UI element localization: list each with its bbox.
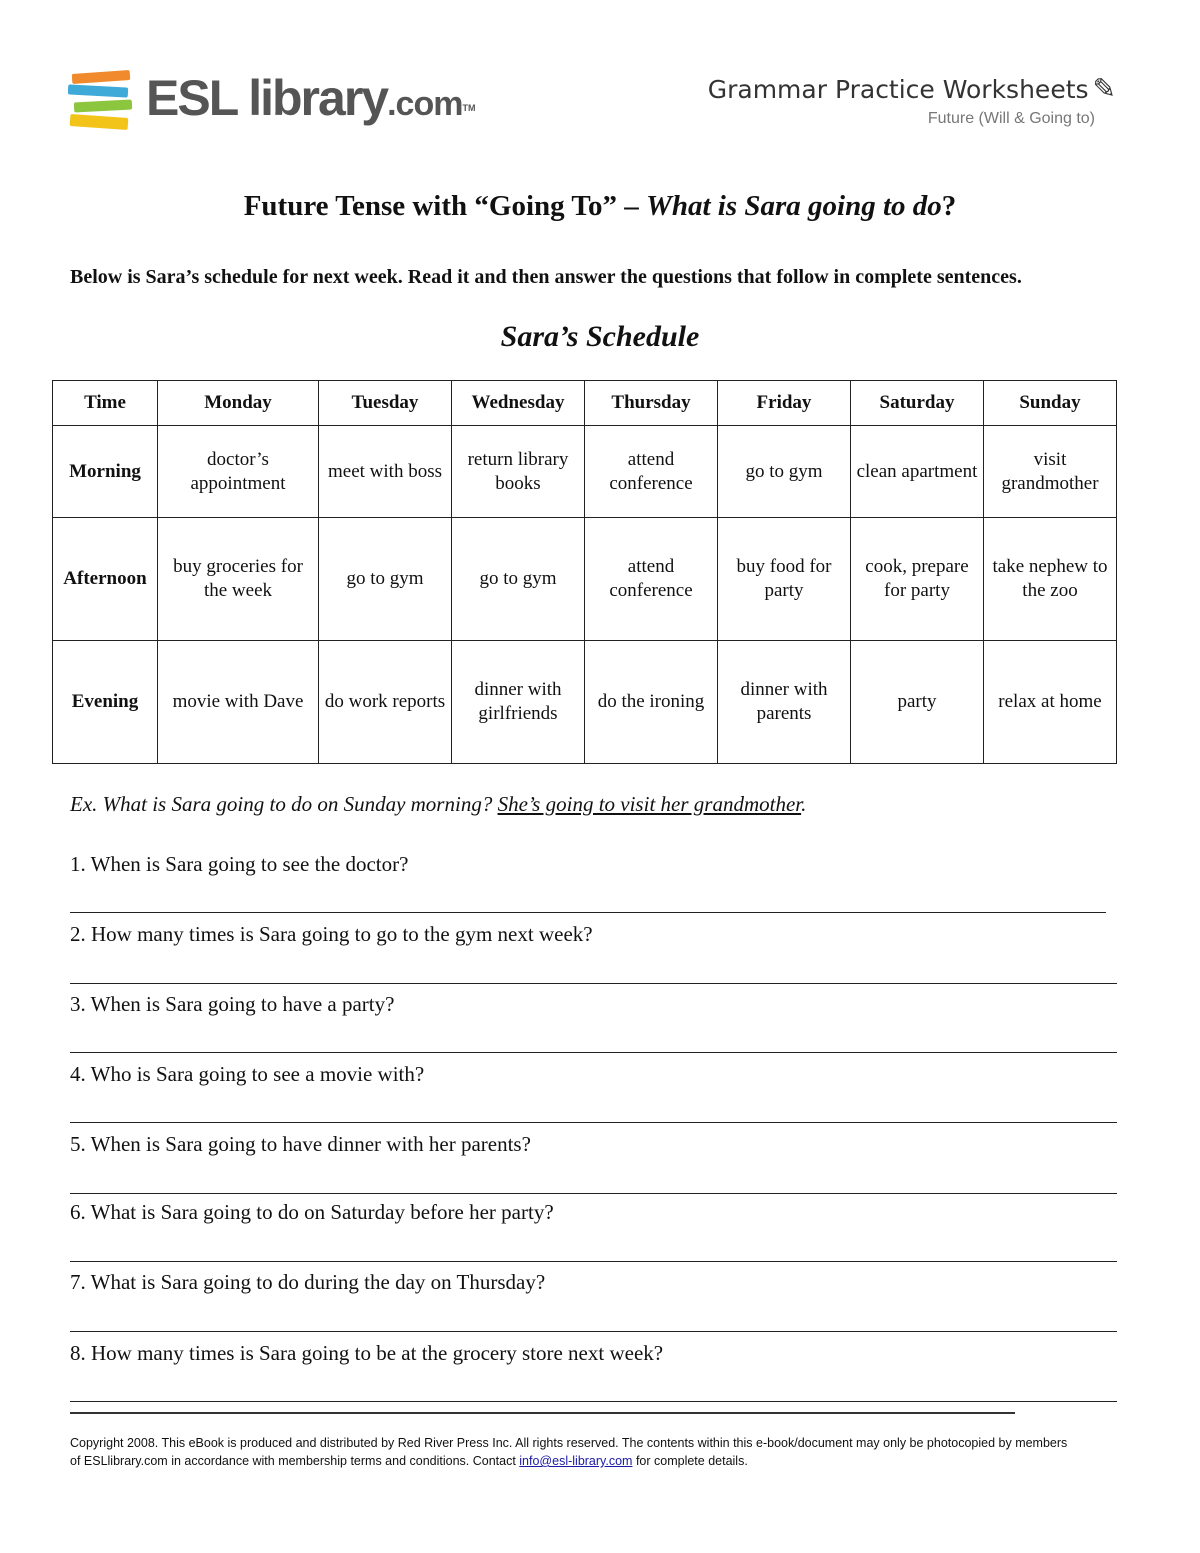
example-question: Ex. What is Sara going to do on Sunday morning? She’s going to visit her grandmother.	[70, 792, 807, 816]
column-header: Sunday	[984, 381, 1117, 426]
column-header: Thursday	[585, 381, 718, 426]
column-header: Monday	[158, 381, 319, 426]
series-title: Grammar Practice Worksheets ✎	[707, 72, 1116, 105]
table-cell: party	[851, 641, 984, 764]
table-row	[53, 426, 1117, 518]
table-cell: return library books	[452, 426, 585, 518]
table-cell: attend conference	[585, 426, 718, 518]
logo-wordmark: ESL library.com™	[146, 70, 476, 126]
column-header: Wednesday	[452, 381, 585, 426]
question-7: 7. What is Sara going to do during the day on Thursday?	[70, 1270, 546, 1294]
answer-line-2[interactable]	[70, 983, 1117, 984]
row-header: Afternoon	[53, 518, 158, 641]
table-cell: take nephew to the zoo	[984, 518, 1117, 641]
question-2: 2. How many times is Sara going to go to the gym next week?	[70, 922, 593, 946]
table-cell: go to gym	[718, 426, 851, 518]
column-header: Friday	[718, 381, 851, 426]
table-cell: cook, prepare for party	[851, 518, 984, 641]
footer-divider	[70, 1412, 1015, 1414]
copyright-notice: Copyright 2008. This eBook is produced and distributed by Red River Press Inc. All rights reserved. The contents within this e-book/document may only be photocopied by members of ESLlibrary.com in accordance with membership terms and conditions. Contact info@esl-library.com for complete details.	[70, 1436, 1068, 1468]
table-cell: relax at home	[984, 641, 1117, 764]
answer-line-3[interactable]	[70, 1052, 1117, 1053]
question-1: 1. When is Sara going to see the doctor?	[70, 852, 409, 876]
example-answer: She’s going to visit her grandmother	[497, 792, 802, 816]
answer-line-6[interactable]	[70, 1261, 1117, 1262]
answer-line-5[interactable]	[70, 1193, 1117, 1194]
table-cell: movie with Dave	[158, 641, 319, 764]
table-cell: do work reports	[319, 641, 452, 764]
table-cell: dinner with parents	[718, 641, 851, 764]
answer-line-7[interactable]	[70, 1331, 1117, 1332]
table-cell: attend conference	[585, 518, 718, 641]
table-header-row	[53, 381, 1117, 426]
book-stack-icon	[68, 70, 134, 136]
row-header: Morning	[53, 426, 158, 518]
column-header: Tuesday	[319, 381, 452, 426]
worksheet-title: Future Tense with “Going To” – What is Sara going to do?	[243, 190, 957, 222]
column-header: Time	[53, 381, 158, 426]
instructions: Below is Sara’s schedule for next week. Read it and then answer the questions that follow in complete sentences.	[70, 266, 1022, 288]
table-cell: clean apartment	[851, 426, 984, 518]
question-6: 6. What is Sara going to do on Saturday before her party?	[70, 1200, 554, 1224]
table-cell: meet with boss	[319, 426, 452, 518]
pencil-icon: ✎	[1092, 72, 1116, 105]
series-subtitle: Future (Will & Going to)	[927, 110, 1095, 127]
worksheet-series-header	[708, 72, 1116, 105]
table-row	[53, 518, 1117, 641]
answer-line-4[interactable]	[70, 1122, 1117, 1123]
table-cell: go to gym	[452, 518, 585, 641]
schedule-table	[52, 380, 1117, 764]
question-4: 4. Who is Sara going to see a movie with?	[70, 1062, 425, 1086]
table-cell: visit grandmother	[984, 426, 1117, 518]
column-header: Saturday	[851, 381, 984, 426]
table-cell: doctor’s appointment	[158, 426, 319, 518]
contact-email-link[interactable]: info@esl-library.com	[519, 1454, 633, 1468]
answer-line-1[interactable]	[70, 912, 1106, 913]
question-5: 5. When is Sara going to have dinner with her parents?	[70, 1132, 531, 1156]
table-cell: dinner with girlfriends	[452, 641, 585, 764]
question-3: 3. When is Sara going to have a party?	[70, 992, 395, 1016]
table-cell: buy groceries for the week	[158, 518, 319, 641]
table-cell: go to gym	[319, 518, 452, 641]
answer-line-8[interactable]	[70, 1401, 1117, 1402]
table-cell: buy food for party	[718, 518, 851, 641]
esl-library-logo	[68, 66, 476, 138]
question-8: 8. How many times is Sara going to be at the grocery store next week?	[70, 1341, 664, 1365]
schedule-title: Sara’s Schedule	[500, 320, 700, 353]
row-header: Evening	[53, 641, 158, 764]
table-row	[53, 641, 1117, 764]
table-cell: do the ironing	[585, 641, 718, 764]
